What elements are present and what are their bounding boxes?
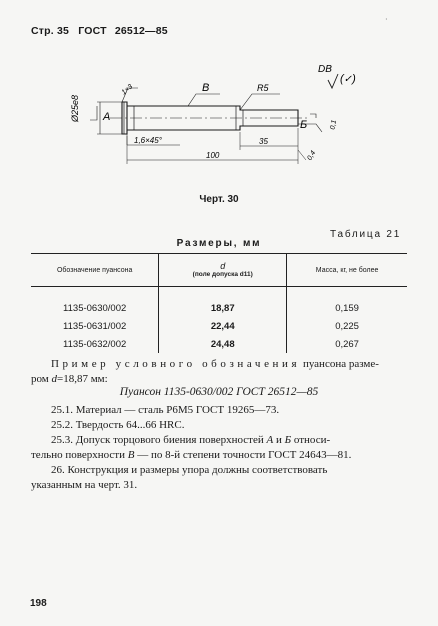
item-26-cont: указанным на черт. 31. xyxy=(31,479,138,491)
example-line2-end: =18,87 мм: xyxy=(57,373,108,385)
angle-label: 0,4 xyxy=(306,149,318,162)
tolerance-label: (✓) xyxy=(340,73,356,85)
table-label: Таблица 21 xyxy=(330,229,402,240)
cell-d: 22,44 xyxy=(159,317,287,335)
item-26: 26. Конструкция и размеры упора должны соответствовать xyxy=(51,464,328,476)
table-row xyxy=(31,335,407,353)
len-right-label: 35 xyxy=(259,137,268,146)
item-25-2: 25.2. Твердость 64...66 HRC. xyxy=(51,419,185,431)
figure-caption: Черт. 30 xyxy=(199,194,239,205)
item-25-3: 25.3. Допуск торцового биения поверхностей А и Б относи- xyxy=(51,434,331,446)
cell-mass: 0,267 xyxy=(335,338,359,350)
designation-example: Пуансон 1135-0630/002 ГОСТ 26512—85 xyxy=(119,386,319,398)
cell-code: 1135-0632/002 xyxy=(63,338,127,350)
chamfer-top-label: 1×3 xyxy=(120,83,135,97)
item-25-3-cont: тельно поверхности В — по 8-й степени точности ГОСТ 24643—81. xyxy=(31,449,352,461)
cell-code: 1135-0630/002 xyxy=(63,302,127,314)
column-header-d: d (поле допуска d11) xyxy=(159,254,287,287)
cell-d: 18,87 xyxy=(159,287,287,318)
example-paragraph xyxy=(31,357,409,387)
page-number: 198 xyxy=(30,598,47,609)
cell-mass: 0,225 xyxy=(335,320,359,332)
surface-v-label: Б xyxy=(300,119,308,131)
table-title: Размеры, мм xyxy=(176,238,262,249)
header-number: 26512—85 xyxy=(114,25,168,37)
example-rest: пуансона разме- xyxy=(302,358,379,370)
radius-label: R5 xyxy=(257,83,269,93)
header-page: Стр. 35 xyxy=(31,25,70,37)
technical-drawing xyxy=(70,58,370,178)
cell-d: 24,48 xyxy=(159,335,287,353)
margin-mark: · xyxy=(385,15,388,24)
roughness-label: DB xyxy=(318,64,332,75)
example-lead: Пример условного обозначения xyxy=(51,358,301,370)
surface-a-label: А xyxy=(103,111,111,123)
surface-b-label: В xyxy=(202,82,210,94)
punch-table xyxy=(31,253,407,353)
len-total-label: 100 xyxy=(206,151,220,160)
item-25-1: 25.1. Материал — сталь Р6М5 ГОСТ 19265—73. xyxy=(51,404,280,416)
column-header-mass: Масса, кг, не более xyxy=(287,254,407,287)
column-header-code: Обозначение пуансона xyxy=(31,254,159,287)
table-row xyxy=(31,317,407,335)
header-standard: ГОСТ xyxy=(78,25,107,37)
cell-mass: 0,159 xyxy=(335,302,359,314)
table-row xyxy=(31,287,407,318)
example-line2-start: ром xyxy=(31,373,49,385)
chamfer-bottom-label: 1,6×45° xyxy=(134,136,162,145)
requirements xyxy=(31,403,409,493)
page-header xyxy=(31,25,168,37)
example-var: d xyxy=(51,373,58,385)
cell-code: 1135-0631/002 xyxy=(63,320,127,332)
runout-label: 0,1 xyxy=(329,119,339,131)
diameter-label: Ø25e8 xyxy=(70,94,80,122)
